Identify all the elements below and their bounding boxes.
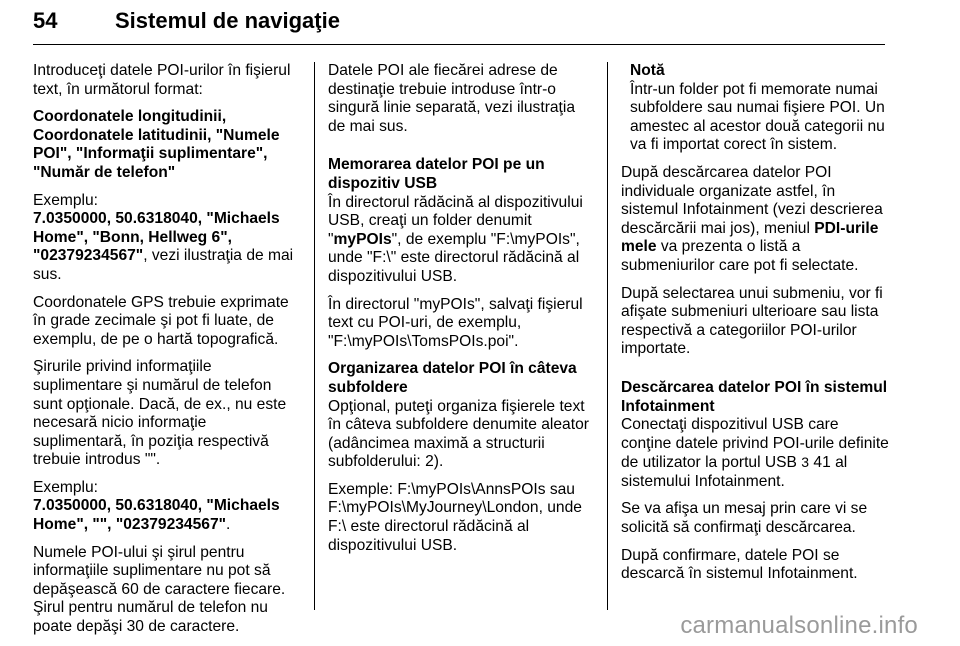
format-specification: Coordonatele longitudinii, Coordonatele latitudinii, "Numele POI", "Informaţii suplimentare", "Număr de telefon" [33, 108, 280, 181]
column-middle [328, 62, 596, 564]
note-title: Notă [630, 62, 665, 79]
column-right [621, 62, 889, 593]
connect-text-a: Conectaţi dispozitivul USB care conţine datele privind POI-urile definite de utilizator la portul USB [621, 416, 889, 472]
watermark: carmanualsonline.info [680, 612, 918, 639]
page-title: Sistemul de navigaţie [115, 8, 340, 33]
column-left [33, 62, 301, 646]
limits-paragraph: Numele POI-ului şi şirul pentru informaţiile suplimentare nu pot să depăşească 60 de caractere fiecare. Şirul pentru numărul de telefon nu poate depăşi 30 de caractere. [33, 543, 286, 636]
confirm-message-paragraph: Se va afişa un mesaj prin care vi se solicită să confirmaţi descărcarea. [621, 500, 868, 537]
example-label: Exemplu: [33, 478, 99, 496]
heading-download: Descărcarea datelor POI în sistemul Infotainment [621, 378, 888, 415]
page-reference-icon: 3 [801, 454, 810, 471]
note-box [621, 62, 889, 155]
gps-paragraph: Coordonatele GPS trebuie exprimate în grade zecimale şi pot fi luate, de exemplu, de pe o hartă topografică. [33, 293, 289, 348]
connect-usb-paragraph [621, 416, 889, 491]
line-paragraph: Datele POI ale fiecărei adrese de destinaţie trebuie introduse într-o singură linie separată, vezi ilustraţia de mai sus. [328, 62, 576, 135]
confirm-paragraph: După confirmare, datele POI se descarcă în sistemul Infotainment. [621, 546, 858, 583]
note-text: Într-un folder pot fi memorate numai subfoldere sau numai fişiere POI. Un amestec al acestor două categorii nu va fi importat corect în sistem. [630, 80, 885, 154]
example-label: Exemplu: [33, 191, 99, 209]
usb-text-a: În directorul rădăcină al dispozitivului USB, creaţi un folder denumit " [328, 193, 583, 248]
menu-name: PDI-urile mele [621, 219, 879, 256]
save-file-paragraph: În directorul "myPOIs", salvaţi fişierul text cu POI-uri, de exemplu, "F:\myPOIs\TomsPOIs.poi". [328, 295, 583, 350]
subfolder-example-paragraph: Exemple: F:\myPOIs\AnnsPOIs sau F:\myPOIs\MyJourney\London, unde F:\ este directorul rădăcină al dispozitivului USB. [328, 480, 582, 554]
example-2-suffix: . [226, 516, 231, 534]
example-1-suffix: , vezi ilustraţia de mai sus. [33, 247, 294, 283]
page-header [33, 0, 885, 46]
example-2 [33, 479, 301, 535]
usb-text-b: ", de exemplu "F:\myPOIs", unde "F:\" este directorul rădăcină al dispozitivului USB. [328, 230, 580, 285]
example-2-value: 7.0350000, 50.6318040, "Michaels Home", "", "02379234567" [33, 497, 280, 534]
after-text-b: va prezenta o listă a submeniurilor care pot fi selectate. [621, 238, 859, 274]
column-divider-1 [314, 62, 315, 610]
header-divider [33, 44, 885, 45]
optional-strings-paragraph: Şirurile privind informaţiile suplimentare şi numărul de telefon sunt opţionale. Dacă, de ex., nu este necesară nicio informaţie suplimentară, în poziţia respectivă trebuie introdus "". [33, 358, 287, 469]
heading-usb-storage: Memorarea datelor POI pe un dispozitiv USB [328, 156, 545, 192]
example-1 [33, 192, 301, 285]
page-number: 54 [33, 8, 58, 33]
usb-folder-paragraph [328, 194, 596, 287]
column-divider-2 [607, 62, 608, 610]
example-1-value: 7.0350000, 50.6318040, "Michaels Home", "Bonn, Hellweg 6", "02379234567" [33, 210, 280, 265]
connect-text-b: 41 al sistemului Infotainment. [621, 454, 848, 490]
organize-paragraph: Opţional, puteţi organiza fişierele text în câteva subfoldere denumite aleator (adâncimea maximă a structurii subfolderului: 2). [328, 397, 589, 471]
folder-name: myPOIs [333, 230, 392, 248]
after-download-paragraph [621, 164, 889, 276]
heading-organize: Organizarea datelor POI în câteva subfoldere [328, 360, 577, 396]
after-text-a: După descărcarea datelor POI individuale organizate astfel, în sistemul Infotainment (vezi descrierea descărcării mai jos), meniul [621, 163, 883, 237]
submenu-paragraph: După selectarea unui submeniu, vor fi afişate submeniuri ulterioare sau lista respectivă a categoriilor POI-urilor importate. [621, 284, 883, 358]
intro-paragraph: Introduceţi datele POI-urilor în fişierul text, în următorul format: [33, 62, 291, 98]
